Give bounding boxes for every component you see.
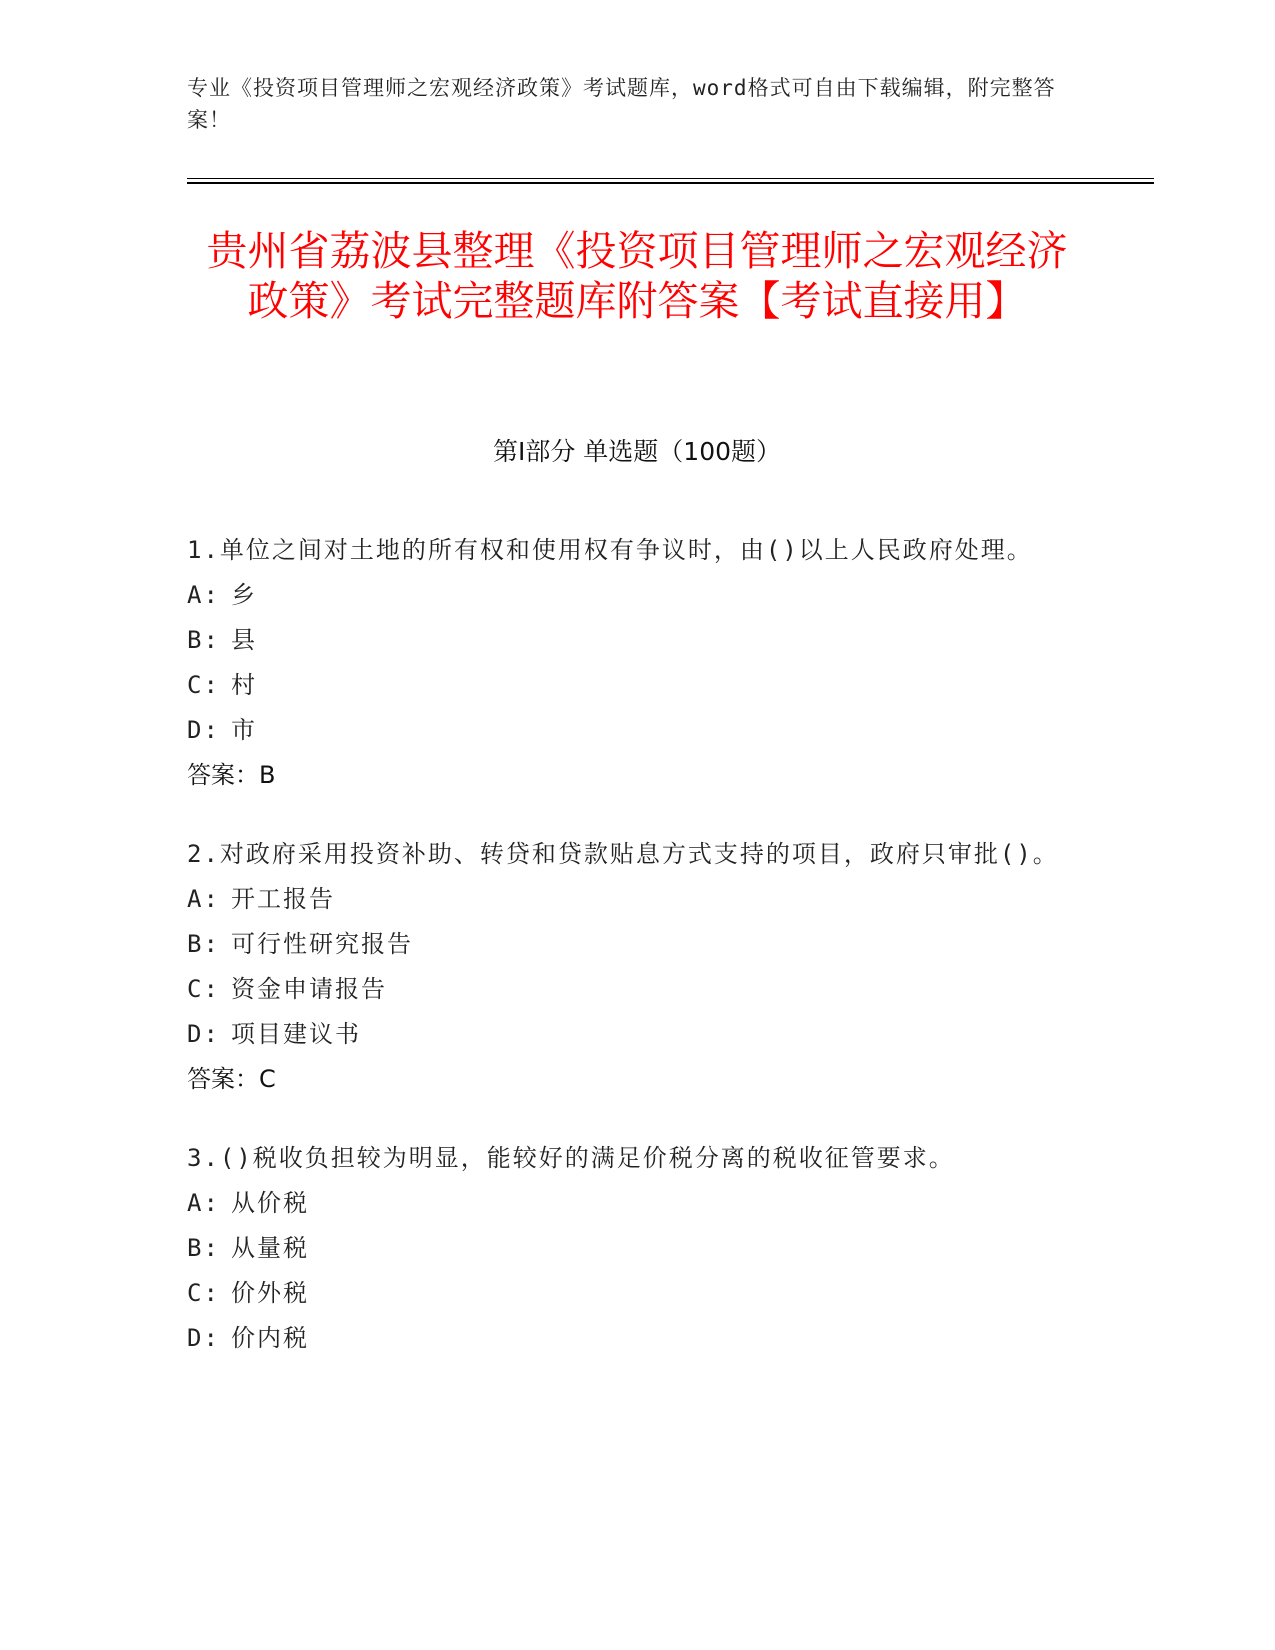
question-option	[187, 967, 1067, 1012]
question-item	[187, 528, 1067, 798]
option-key: D:	[187, 1324, 220, 1352]
question-option	[187, 663, 1067, 708]
header-divider-thick	[187, 182, 1154, 184]
option-key: C:	[187, 671, 220, 699]
option-text: 市	[231, 716, 257, 744]
question-option	[187, 1316, 1067, 1361]
question-stem: 2.对政府采用投资补助、转贷和贷款贴息方式支持的项目，政府只审批()。	[187, 840, 1059, 868]
option-text: 从量税	[231, 1234, 309, 1262]
question-option	[187, 618, 1067, 663]
option-text: 乡	[231, 581, 257, 609]
option-key: C:	[187, 1279, 220, 1307]
option-key: D:	[187, 716, 220, 744]
question-item	[187, 832, 1067, 1102]
option-key: A:	[187, 885, 220, 913]
question-option	[187, 1012, 1067, 1057]
question-stem: 1.单位之间对土地的所有权和使用权有争议时，由()以上人民政府处理。	[187, 536, 1033, 564]
question-answer: 答案：C	[187, 1065, 276, 1093]
section-title: 第Ⅰ部分 单选题（100题）	[492, 437, 782, 466]
option-key: B:	[187, 626, 220, 654]
option-text: 县	[231, 626, 257, 654]
question-list	[187, 528, 1067, 1395]
option-text: 价内税	[231, 1324, 309, 1352]
question-item	[187, 1136, 1067, 1361]
question-answer: 答案：B	[187, 761, 276, 789]
option-text: 资金申请报告	[231, 975, 387, 1003]
option-text: 可行性研究报告	[231, 930, 413, 958]
option-key: C:	[187, 975, 220, 1003]
header-divider-thin	[187, 178, 1154, 179]
question-option	[187, 573, 1067, 618]
header-note: 专业《投资项目管理师之宏观经济政策》考试题库，word格式可自由下载编辑，附完整答案！	[187, 76, 1056, 132]
option-key: B:	[187, 930, 220, 958]
question-option	[187, 1181, 1067, 1226]
option-text: 项目建议书	[231, 1020, 361, 1048]
option-key: A:	[187, 581, 220, 609]
option-text: 价外税	[231, 1279, 309, 1307]
question-option	[187, 1271, 1067, 1316]
option-text: 村	[231, 671, 257, 699]
question-stem: 3.()税收负担较为明显，能较好的满足价税分离的税收征管要求。	[187, 1144, 955, 1172]
question-option	[187, 922, 1067, 967]
question-option	[187, 1226, 1067, 1271]
option-text: 开工报告	[231, 885, 335, 913]
question-option	[187, 708, 1067, 753]
option-text: 从价税	[231, 1189, 309, 1217]
option-key: B:	[187, 1234, 220, 1262]
question-option	[187, 877, 1067, 922]
document-title: 贵州省荔波县整理《投资项目管理师之宏观经济政策》考试完整题库附答案【考试直接用】	[206, 227, 1068, 325]
option-key: D:	[187, 1020, 220, 1048]
option-key: A:	[187, 1189, 220, 1217]
